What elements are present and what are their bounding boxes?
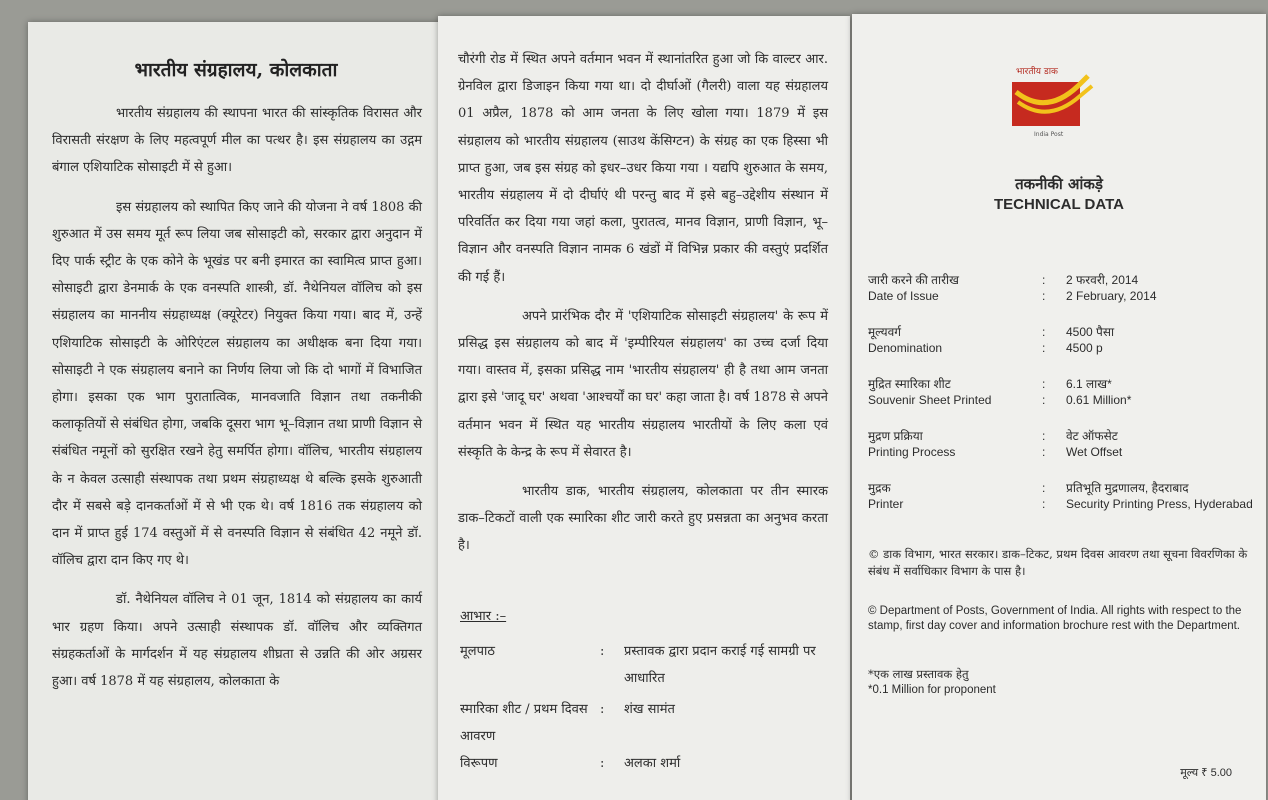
separator: : [1042,429,1046,443]
paragraph: चौरंगी रोड में स्थित अपने वर्तमान भवन में स्थानांतरित हुआ जो कि वाल्टर आर. ग्रेनविल द्वारा डिजाइन किया गया था। दो दीर्घाओं (गैलरी) वाला यह संग्रहालय 01 अप्रैल, 1878 को आम जनता के लिए खोला गया। 1879 में इस संग्रहालय को भारतीय संग्रहालय (साउथ केंसिग्टन) के संग्रह का एक हिस्सा भी प्राप्त हुआ, जब इस संग्रह को इधर–उधर किया गया । यद्यपि शुरुआत के समय, भारतीय संग्रहालय में दो दीर्घाएं थी परन्तु बाद में इसे बहु–उद्देशीय संस्थान में परिवर्तित कर दिया गया जहां कला, पुरातत्व, मानव विज्ञान, प्राणी विज्ञान, भू–विज्ञान और वनस्पति विज्ञान नामक 6 खंडों में विभिन्न प्रकार की वस्तुएं प्रदर्शित की गई हैं। [458,52,828,285]
tech-label [868,480,1042,512]
footnote-hindi: *एक लाख प्रस्तावक हेतु [868,667,969,681]
tech-value-hindi: 2 फरवरी, 2014 [1066,273,1139,287]
footnote-english: *0.1 Million for proponent [868,684,996,696]
separator: : [1042,481,1046,495]
tech-row [868,324,1258,356]
logo-text-english: India Post [1034,131,1064,138]
tech-value [1066,376,1256,408]
credit-row [460,696,840,750]
tech-value [1066,324,1256,356]
left-page [28,22,444,800]
tech-label-hindi: मूल्यवर्ग [868,325,902,339]
tech-label-english: Date of Issue [868,289,939,303]
tech-value-hindi: 4500 पैसा [1066,325,1115,339]
logo-text-hindi: भारतीय डाक [1016,67,1058,77]
tech-separator [1042,480,1066,512]
separator: : [1042,289,1046,303]
tech-label [868,324,1042,356]
tech-value-english: Security Printing Press, Hyderabad [1066,497,1253,511]
credit-label: विरूपण [460,756,498,771]
tech-label-english: Denomination [868,341,943,355]
tech-row [868,428,1258,460]
india-post-logo [1012,64,1096,140]
credit-row [460,638,840,692]
separator: : [1042,325,1046,339]
separator: : [1042,393,1046,407]
credit-separator: : [600,702,605,717]
tech-label-hindi: मुद्रित स्मारिका शीट [868,377,951,391]
credit-separator: : [600,644,605,659]
separator: : [1042,377,1046,391]
credit-separator: : [600,756,605,771]
tech-label-english: Printing Process [868,445,956,459]
tech-separator [1042,272,1066,304]
middle-body-text [458,46,828,572]
tech-value-hindi: वेट ऑफसेट [1066,429,1118,443]
technical-data-heading: TECHNICAL DATA [994,196,1124,213]
paragraph: अपने प्रारंभिक दौर में 'एशियाटिक सोसाइटी संग्रहालय' के रूप में प्रसिद्ध इस संग्रहालय को बाद में 'इम्पीरियल संग्रहालय' का उच्च दर्जा दिया गया। वास्तव में, इसका प्रसिद्ध नाम 'भारतीय संग्रहालय' ही है तथा आम जनता द्वारा इसे 'जादू घर' अथवा 'आश्चर्यों का घर' कहा जाता है। वर्ष 1878 से अपने वर्तमान भवन में स्थित यह भारतीय संग्रहालय भारतीयों के लिए कला एवं संस्कृति के केन्द्र के रूप में सेवारत है। [458,308,828,460]
copyright-english: © Department of Posts, Government of India. All rights with respect to the stamp, first day cover and information brochure rest with the Department. [868,605,1242,632]
middle-page [438,16,850,800]
tech-value-english: 4500 p [1066,341,1103,355]
paragraph: भारतीय संग्रहालय की स्थापना भारत की सांस्कृतिक विरासत और विरासती संरक्षण के लिए महत्वपूर्ण मील का पत्थर है। इस संग्रहालय का उद्गम बंगाल एशियाटिक सोसाइटी में से हुआ। [52,106,422,176]
separator: : [1042,341,1046,355]
tech-value-hindi: प्रतिभूति मुद्रणालय, हैदराबाद [1066,481,1189,495]
tech-value-hindi: 6.1 लाख* [1066,377,1112,391]
tech-row [868,272,1258,304]
tech-label-english: Printer [868,497,904,511]
tech-label-hindi: जारी करने की तारीख [868,273,959,287]
paragraph: डॉ. नैथेनियल वॉलिच ने 01 जून, 1814 को संग्रहालय का कार्य भार ग्रहण किया। अपने उत्साही संस्थापक डॉ. वॉलिच और व्यक्तिगत संग्रहकर्ताओं के मार्गदर्शन में यह संग्रहालय शीघ्रता से उन्नति की ओर अग्रसर हुआ। वर्ष 1878 में यह संग्रहालय, कोलकाता के [52,592,422,690]
separator: : [1042,273,1046,287]
copyright-hindi: © डाक विभाग, भारत सरकार। डाक–टिकट, प्रथम दिवस आवरण तथा सूचना विवरणिका के संबंध में सर्वाधिकार विभाग के पास है। [868,547,1248,578]
price-label: मूल्य ₹ 5.00 [1180,767,1232,779]
credit-label: मूलपाठ [460,644,495,659]
paragraph: इस संग्रहालय को स्थापित किए जाने की योजना ने वर्ष 1808 की शुरुआत में उस समय मूर्त रूप लिया जब सोसाइटी को, सरकार द्वारा अनुदान में दिए पार्क स्ट्रीट के एक कोने के भूखंड पर बनी इमारत का स्वामित्व प्राप्त हुआ। सोसाइटी द्वारा डेनमार्क के एक वनस्पति शास्त्री, डॉ. नैथेनियल वॉलिच को इस संग्रहालय का माननीय संग्रहाध्यक्ष (क्यूरेटर) नियुक्त किया गया। बाद में, उन्हें एशियाटिक सोसाइटी के ओरिएंटल संग्रहालय का अधीक्षक बना दिया गया। सोसाइटी ने एक संग्रहालय बनाने का निर्णय लिया जो कि दो भागों में विभाजित होगा। इसका एक भाग पुरातात्विक, मानवजाति विज्ञान तथा तकनीकी कलाकृतियों से संबंधित होगा, जबकि दूसरा भाग भू–विज्ञान तथा प्राणी विज्ञान से संबंधित नमूनों को सुरक्षित रखने हेतु समर्पित होगा। वॉलिच, भारतीय संग्रहालय के न केवल उत्साही संस्थापक तथा प्रथम संग्रहाध्यक्ष थे बल्कि इसके शुरुआती दौर में सबसे बड़े दानकर्ताओं में से भी एक थे। वर्ष 1816 तक संग्रहालय को दान में प्राप्त हुई 174 वस्तुओं में से वनस्पति विज्ञान से संबंधित 42 नमूने डॉ. वॉलिच द्वारा दान किए गए थे। [52,199,422,569]
tech-value-english: 2 February, 2014 [1066,289,1157,303]
credit-row [460,750,840,777]
tech-label [868,376,1042,408]
right-page [852,14,1266,800]
tech-label [868,428,1042,460]
separator: : [1042,497,1046,511]
tech-label-hindi: मुद्रण प्रक्रिया [868,429,923,443]
credit-value: शंख सामंत [624,702,675,717]
left-body-text [52,100,422,707]
tech-value-english: Wet Offset [1066,445,1123,459]
separator: : [1042,445,1046,459]
tech-label-english: Souvenir Sheet Printed [868,393,992,407]
credit-value: प्रस्तावक द्वारा प्रदान कराई गई सामग्री पर आधारित [624,644,816,686]
tech-value [1066,428,1256,460]
page-title: भारतीय संग्रहालय, कोलकाता [134,59,338,81]
technical-data-heading-hindi: तकनीकी आंकड़े [1015,175,1103,193]
tech-row [868,376,1258,408]
tech-separator [1042,376,1066,408]
acknowledgement-heading: आभार :– [460,609,507,624]
tech-label-hindi: मुद्रक [868,481,891,495]
tech-separator [1042,324,1066,356]
tech-value [1066,272,1256,304]
tech-value-english: 0.61 Million* [1066,393,1132,407]
tech-label [868,272,1042,304]
credit-value: अलका शर्मा [624,756,681,771]
tech-separator [1042,428,1066,460]
credit-label: स्मारिका शीट / प्रथम दिवस आवरण [460,702,588,744]
tech-row [868,480,1258,512]
paragraph: भारतीय डाक, भारतीय संग्रहालय, कोलकाता पर तीन स्मारक डाक–टिकटों वाली एक स्मारिका शीट जारी करते हुए प्रसन्नता का अनुभव करता है। [458,484,828,554]
tech-value [1066,480,1256,512]
india-post-logo-icon [1012,64,1096,140]
